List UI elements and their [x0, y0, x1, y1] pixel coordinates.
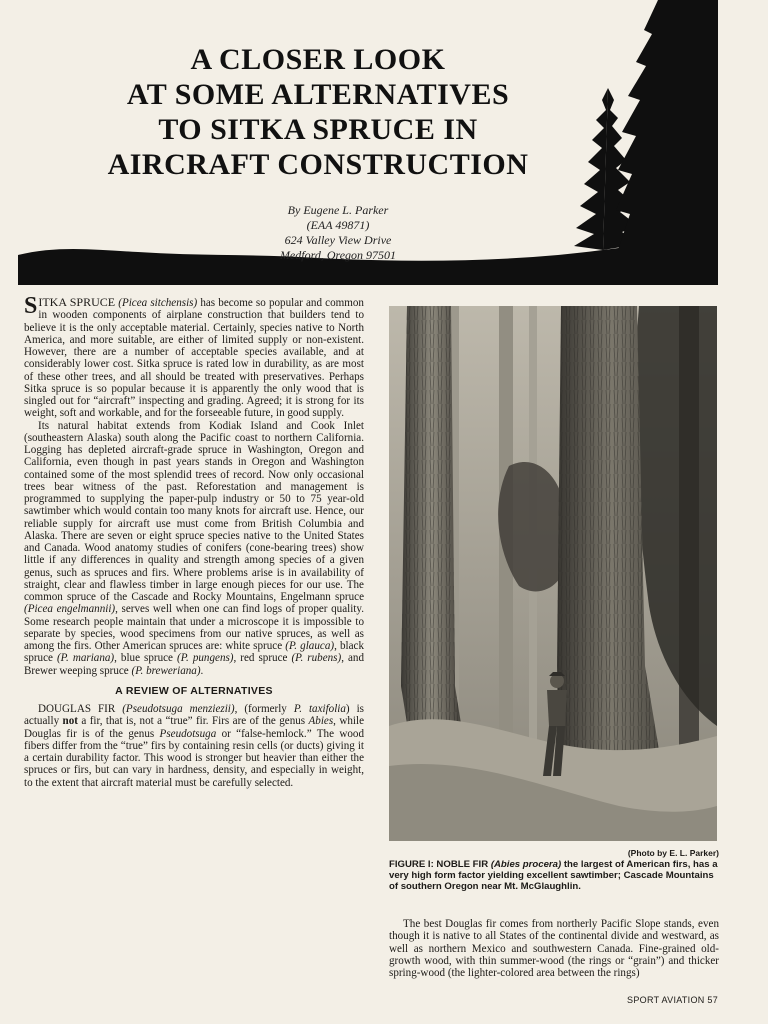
intro-lead: ITKA SPRUCE — [38, 295, 116, 309]
species-name: (P. rubens) — [291, 652, 342, 665]
title-line: AIRCRAFT CONSTRUCTION — [107, 148, 529, 181]
text-run: , blue spruce — [114, 652, 177, 665]
species-name: (P. pungens) — [177, 652, 234, 665]
author-byline — [228, 203, 448, 263]
intro-paragraph — [24, 293, 364, 420]
caption-label: FIGURE I: NOBLE FIR — [389, 859, 491, 870]
intro-text: has become so popular and common in wooden components of airplane construction that builders tend to believe it is the only acceptable material. Certainly, species native to North America, and more suitable, are either of limited supply or non-existent. However, there are a number of acceptable species available, and at considerably lower cost. Sitka spruce is rated low in durability, as are most of these other trees, and all should be treated with preservatives. Perhaps Sitka spruce is so popular because it is apparently the only wood that is singled out for “aircraft” inspecting and grading. Agreed; it is strong for its weight, soft and workable, and for the forseeable future, in good supply. — [24, 297, 364, 420]
text-run: , black spruce — [24, 640, 364, 665]
article-header — [18, 0, 718, 290]
text-run: Its natural habitat extends from Kodiak Island and Cook Inlet (southeastern Alaska) south along the Pacific coast to northern California. Logging has depleted aircraft-grade spruce in Washington, Oregon and California, even though in past years stands in Oregon and Washington contained some of the most splendid trees of record. Now only occasional trees bear witness of the past. Reforestation and management is programmed to supplying the paper-pulp industry or 50 to 75 year-old sawtimber which would contain too many knots for aircraft use. Hence, our reliable supply for aircraft use must come from British Columbia and Alaska. There are seven or eight spruce species native to the United States and Canada. Wood anatomy studies of conifers (cone-bearing trees) show little if any differences in quality and strength among species of a given genus, such as spruces and firs. Where problems arise is in availability of straight, clear and flawless timber in large enough pieces for our use. The common spruce of the Cascade and Rocky Mountains, Engelmann spruce — [24, 419, 364, 603]
text-run: , red spruce — [233, 652, 292, 665]
caption-text: the largest of American firs, has a very high form factor yielding excellent sawtimber; Cascade Mountains of southern Oregon near Mt. McGlaughlin. — [389, 859, 718, 892]
title-line: AT SOME ALTERNATIVES — [126, 78, 510, 111]
byline-line: (EAA 49871) — [306, 218, 370, 232]
page-folio: SPORT AVIATION 57 — [627, 995, 718, 1005]
drop-cap: S — [24, 293, 38, 319]
body-paragraph — [24, 703, 364, 789]
species-name: (P. mariana) — [56, 652, 115, 665]
emphasis: not — [62, 715, 78, 728]
right-column — [389, 918, 719, 979]
species-name: (P. glauca) — [285, 640, 335, 652]
byline-line: Medford, Oregon 97501 — [279, 248, 397, 262]
figure-caption — [389, 859, 719, 892]
species-name: (P. breweriana) — [131, 664, 201, 677]
byline-line: By Eugene L. Parker — [287, 203, 389, 217]
noble-fir-photo — [389, 306, 717, 841]
text-run: . — [200, 664, 204, 677]
species-name: (Abies procera) — [490, 859, 562, 870]
text-run: , (formerly — [234, 703, 294, 715]
body-paragraph: The best Douglas fir comes from northerly Pacific Slope stands, even though it is native to all States of the continental divide and westward, as well as northern Mexico and southwestern Canada. Fine-grained old-growth wood, with thin summer-wood (the rings or “grain”) and thicker spring-wood (the lighter-colored area between the rings) — [389, 918, 719, 979]
byline-line: 624 Valley View Drive — [284, 233, 392, 247]
photo-credit: (Photo by E. L. Parker) — [627, 848, 719, 858]
species-name: (Pseudotsuga menziezii) — [122, 703, 235, 715]
body-paragraph — [24, 420, 364, 677]
text-run: ) is actually — [24, 703, 364, 728]
title-line: A CLOSER LOOK — [190, 43, 446, 76]
genus-name: Pseudotsuga — [159, 727, 217, 740]
forest-photo-illustration — [389, 306, 717, 841]
species-name: (Picea sitchensis) — [118, 297, 198, 309]
species-name: P. taxifolia — [293, 703, 346, 715]
text-run: , and Brewer weeping spruce — [24, 652, 364, 677]
title-line: TO SITKA SPRUCE IN — [158, 113, 478, 146]
text-run: , serves well when one can find logs of proper quality. Some research people maintain that under a microscope it is impossible to separate by species, wood specimens from our native spruces, as well as among the firs. Other American spruces are: white spruce — [24, 603, 364, 652]
left-column — [24, 293, 365, 789]
species-name: (Picea engelmannii) — [24, 603, 116, 616]
article-title — [58, 42, 578, 182]
text-run: or “false-hemlock.” The wood fibers differ from the “true” firs by containing resin cells (or ducts) giving it a certain durability factor. This wood is stronger but heavier than either the spruces or firs, but can vary in hardness, density, and especially in weight, to the extent that aircraft material must be carefully selected. — [24, 727, 364, 789]
text-run: a fir, that is, not a “true” fir. Firs are of the genus — [77, 715, 309, 728]
genus-name: Abies — [308, 715, 334, 728]
text-run: , while Douglas fir is of the genus — [24, 715, 365, 740]
section-subhead: A REVIEW OF ALTERNATIVES — [115, 684, 273, 697]
text-run: DOUGLAS FIR — [38, 703, 123, 715]
